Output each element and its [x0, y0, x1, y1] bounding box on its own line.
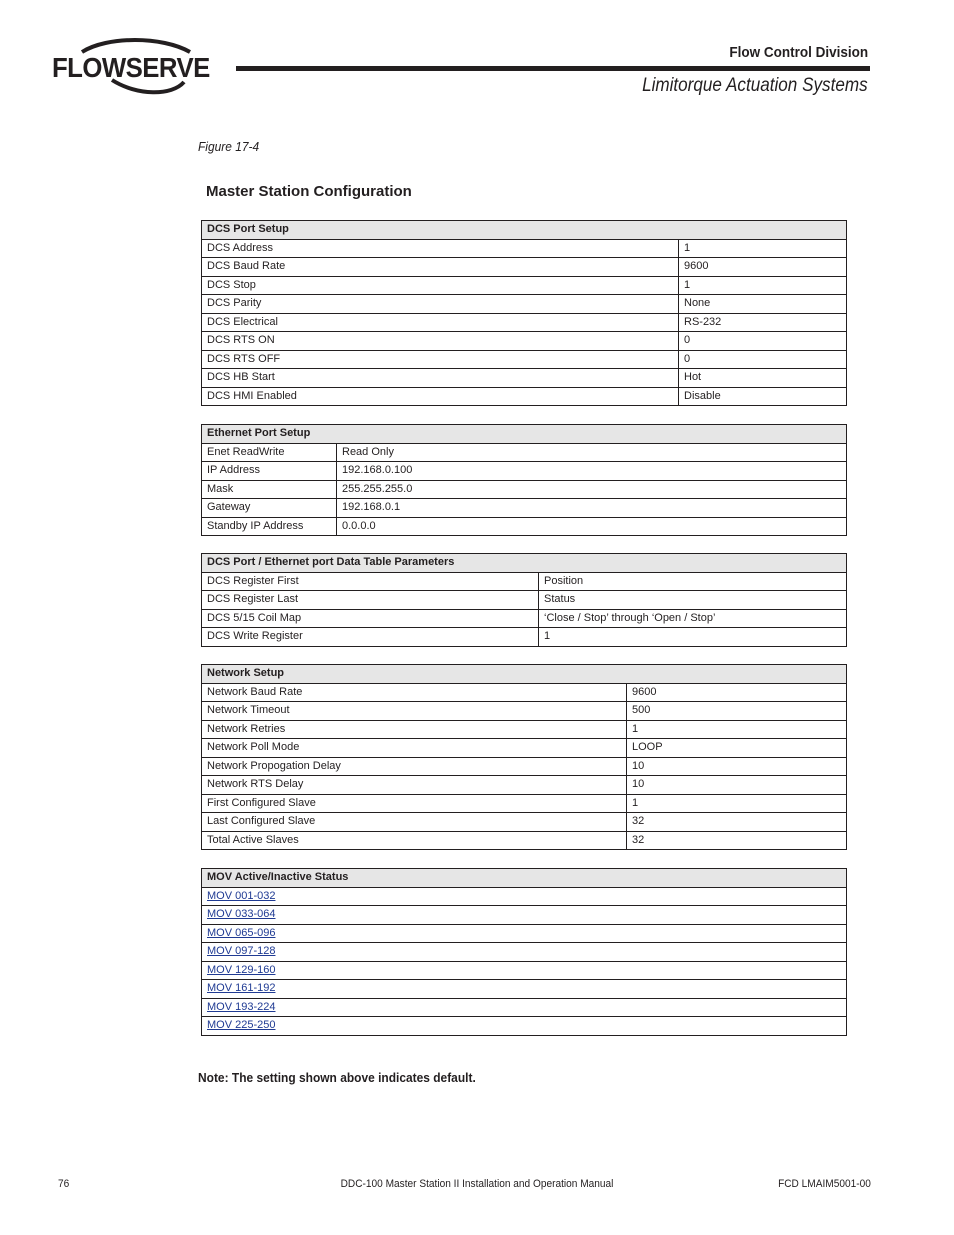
mov-link-001-032[interactable]: MOV 001-032	[207, 889, 276, 902]
row-label: Gateway	[202, 499, 337, 518]
row-value: 0	[679, 350, 847, 369]
row-label: Standby IP Address	[202, 517, 337, 536]
mov-link-065-096[interactable]: MOV 065-096	[207, 926, 276, 939]
row-label: Network Timeout	[202, 702, 627, 721]
row-label: Last Configured Slave	[202, 813, 627, 832]
mov-link-129-160[interactable]: MOV 129-160	[207, 963, 276, 976]
figure-label: Figure 17-4	[198, 139, 260, 154]
dcs-port-setup-table	[201, 220, 847, 406]
row-label: DCS 5/15 Coil Map	[202, 609, 539, 628]
page-number: 76	[58, 1178, 70, 1190]
row-value: 1	[679, 276, 847, 295]
row-value: 32	[627, 831, 847, 850]
row-value: RS-232	[679, 313, 847, 332]
row-label: DCS Register First	[202, 572, 539, 591]
row-value: 32	[627, 813, 847, 832]
row-label: DCS Address	[202, 239, 679, 258]
table-header: DCS Port / Ethernet port Data Table Parameters	[202, 554, 847, 573]
table-row	[202, 276, 847, 295]
table-header: Network Setup	[202, 665, 847, 684]
flowserve-logo	[52, 38, 214, 100]
table-row	[202, 332, 847, 351]
table-row	[202, 609, 847, 628]
table-row	[202, 739, 847, 758]
table-row	[202, 239, 847, 258]
table-row	[202, 720, 847, 739]
table-row	[202, 998, 847, 1017]
table-row	[202, 943, 847, 962]
row-label: DCS Parity	[202, 295, 679, 314]
row-label: First Configured Slave	[202, 794, 627, 813]
row-value: 1	[679, 239, 847, 258]
row-label: DCS HB Start	[202, 369, 679, 388]
row-label: DCS Baud Rate	[202, 258, 679, 277]
manual-title: DDC-100 Master Station II Installation and Operation Manual	[340, 1178, 614, 1190]
row-label: DCS Write Register	[202, 628, 539, 647]
row-value: 192.168.0.100	[337, 462, 847, 481]
section-title: Master Station Configuration	[206, 183, 412, 200]
row-label: DCS Stop	[202, 276, 679, 295]
table-row	[202, 776, 847, 795]
table-row	[202, 628, 847, 647]
table-row	[202, 572, 847, 591]
row-value: 1	[627, 794, 847, 813]
table-row	[202, 591, 847, 610]
row-label: Network RTS Delay	[202, 776, 627, 795]
row-label: DCS RTS OFF	[202, 350, 679, 369]
table-row	[202, 757, 847, 776]
table-row	[202, 831, 847, 850]
data-table-parameters-table	[201, 553, 847, 647]
row-value: 10	[627, 757, 847, 776]
table-row	[202, 887, 847, 906]
table-row	[202, 480, 847, 499]
row-value: 9600	[679, 258, 847, 277]
table-row	[202, 1017, 847, 1036]
network-setup-table	[201, 664, 847, 850]
row-label: Mask	[202, 480, 337, 499]
row-value: Read Only	[337, 443, 847, 462]
table-row	[202, 924, 847, 943]
mov-link-097-128[interactable]: MOV 097-128	[207, 945, 276, 958]
table-row	[202, 813, 847, 832]
row-label: Network Propogation Delay	[202, 757, 627, 776]
row-value: LOOP	[627, 739, 847, 758]
table-row	[202, 702, 847, 721]
table-row	[202, 980, 847, 999]
mov-link-193-224[interactable]: MOV 193-224	[207, 1000, 276, 1013]
division-subtitle: Limitorque Actuation Systems	[642, 75, 868, 96]
table-header: MOV Active/Inactive Status	[202, 869, 847, 888]
table-row	[202, 961, 847, 980]
row-value: Hot	[679, 369, 847, 388]
default-note: Note: The setting shown above indicates default.	[198, 1070, 476, 1085]
table-row	[202, 794, 847, 813]
row-label: DCS HMI Enabled	[202, 387, 679, 406]
table-row	[202, 387, 847, 406]
row-label: Network Poll Mode	[202, 739, 627, 758]
table-row	[202, 313, 847, 332]
row-label: DCS RTS ON	[202, 332, 679, 351]
table-row	[202, 350, 847, 369]
row-label: DCS Register Last	[202, 591, 539, 610]
table-header: Ethernet Port Setup	[202, 425, 847, 444]
row-value: 0	[679, 332, 847, 351]
table-row	[202, 683, 847, 702]
table-header: DCS Port Setup	[202, 221, 847, 240]
row-value: 1	[627, 720, 847, 739]
row-value: 1	[539, 628, 847, 647]
row-label: DCS Electrical	[202, 313, 679, 332]
header-divider	[236, 66, 870, 71]
row-value: Position	[539, 572, 847, 591]
row-value: Status	[539, 591, 847, 610]
row-value: 9600	[627, 683, 847, 702]
division-title: Flow Control Division	[729, 44, 868, 61]
table-row	[202, 499, 847, 518]
mov-status-table	[201, 868, 847, 1036]
row-value: Disable	[679, 387, 847, 406]
row-label: Network Retries	[202, 720, 627, 739]
table-row	[202, 258, 847, 277]
mov-link-225-250[interactable]: MOV 225-250	[207, 1019, 276, 1032]
row-value: 10	[627, 776, 847, 795]
table-row	[202, 906, 847, 925]
table-row	[202, 462, 847, 481]
table-row	[202, 369, 847, 388]
row-value: 192.168.0.1	[337, 499, 847, 518]
row-value: 500	[627, 702, 847, 721]
mov-link-033-064[interactable]: MOV 033-064	[207, 908, 276, 921]
logo-text: FLOWSERVE	[52, 52, 210, 83]
table-row	[202, 443, 847, 462]
row-label: Total Active Slaves	[202, 831, 627, 850]
row-value: ‘Close / Stop’ through ‘Open / Stop’	[539, 609, 847, 628]
row-value: 255.255.255.0	[337, 480, 847, 499]
row-label: Enet ReadWrite	[202, 443, 337, 462]
row-value: 0.0.0.0	[337, 517, 847, 536]
document-code: FCD LMAIM5001-00	[778, 1178, 871, 1190]
table-row	[202, 517, 847, 536]
row-label: Network Baud Rate	[202, 683, 627, 702]
row-value: None	[679, 295, 847, 314]
mov-link-161-192[interactable]: MOV 161-192	[207, 982, 276, 995]
row-label: IP Address	[202, 462, 337, 481]
ethernet-port-setup-table	[201, 424, 847, 536]
table-row	[202, 295, 847, 314]
